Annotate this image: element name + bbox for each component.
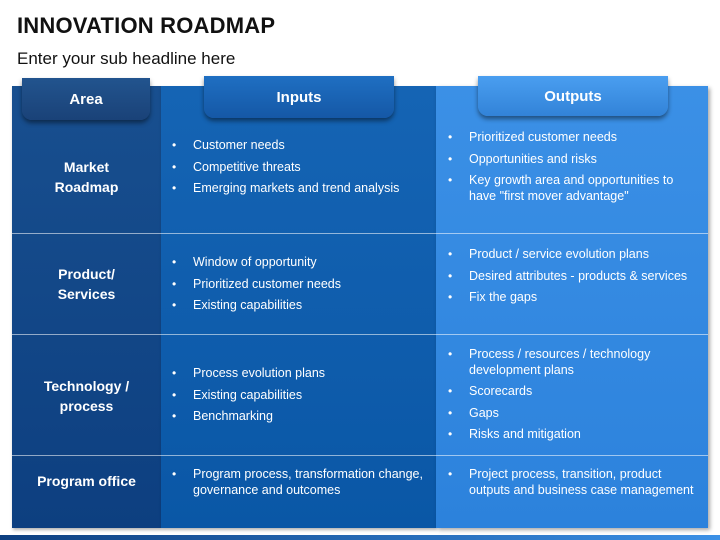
list-item: • Existing capabilities	[167, 298, 429, 314]
list-item: • Key growth area and opportunities to have "first mover advantage"	[443, 173, 701, 204]
row-inputs-list	[167, 255, 429, 320]
row-outputs-list	[443, 347, 701, 449]
list-item: • Process evolution plans	[167, 366, 429, 382]
row-inputs-list	[167, 467, 429, 504]
list-item: • Process / resources / technology development plans	[443, 347, 701, 378]
list-item: • Program process, transformation change, governance and outcomes	[167, 467, 429, 498]
list-item: • Existing capabilities	[167, 388, 429, 404]
row-area-label: Program office	[37, 473, 136, 489]
outputs-header: Outputs	[478, 76, 668, 116]
row-inputs-list	[167, 138, 429, 203]
area-header: Area	[22, 78, 150, 120]
list-item: • Gaps	[443, 406, 701, 422]
list-item: • Product / service evolution plans	[443, 247, 701, 263]
area-column	[12, 86, 161, 528]
row-area-label: Product/ Services	[57, 266, 116, 302]
list-item: • Opportunities and risks	[443, 152, 701, 168]
list-item: • Desired attributes - products & services	[443, 269, 701, 285]
list-item: • Prioritized customer needs	[443, 130, 701, 146]
list-item: • Emerging markets and trend analysis	[167, 181, 429, 197]
row-inputs-list	[167, 366, 429, 431]
page-title: INNOVATION ROADMAP	[17, 13, 276, 38]
row-area-label: Market Roadmap	[54, 159, 119, 195]
page-subtitle: Enter your sub headline here	[17, 49, 236, 68]
list-item: • Scorecards	[443, 384, 701, 400]
row-separator	[12, 233, 708, 234]
list-item: • Window of opportunity	[167, 255, 429, 271]
row-separator	[12, 455, 708, 456]
row-outputs-list	[443, 247, 701, 312]
list-item: • Benchmarking	[167, 409, 429, 425]
row-area-label: Technology / process	[43, 378, 130, 414]
list-item: • Project process, transition, product outputs and business case management	[443, 467, 701, 498]
list-item: • Risks and mitigation	[443, 427, 701, 443]
list-item: • Prioritized customer needs	[167, 277, 429, 293]
row-outputs-list	[443, 130, 701, 210]
list-item: • Fix the gaps	[443, 290, 701, 306]
inputs-header: Inputs	[204, 76, 394, 118]
list-item: • Competitive threats	[167, 160, 429, 176]
bottom-accent-bar	[0, 535, 720, 540]
list-item: • Customer needs	[167, 138, 429, 154]
row-outputs-list	[443, 467, 701, 504]
row-separator	[12, 334, 708, 335]
